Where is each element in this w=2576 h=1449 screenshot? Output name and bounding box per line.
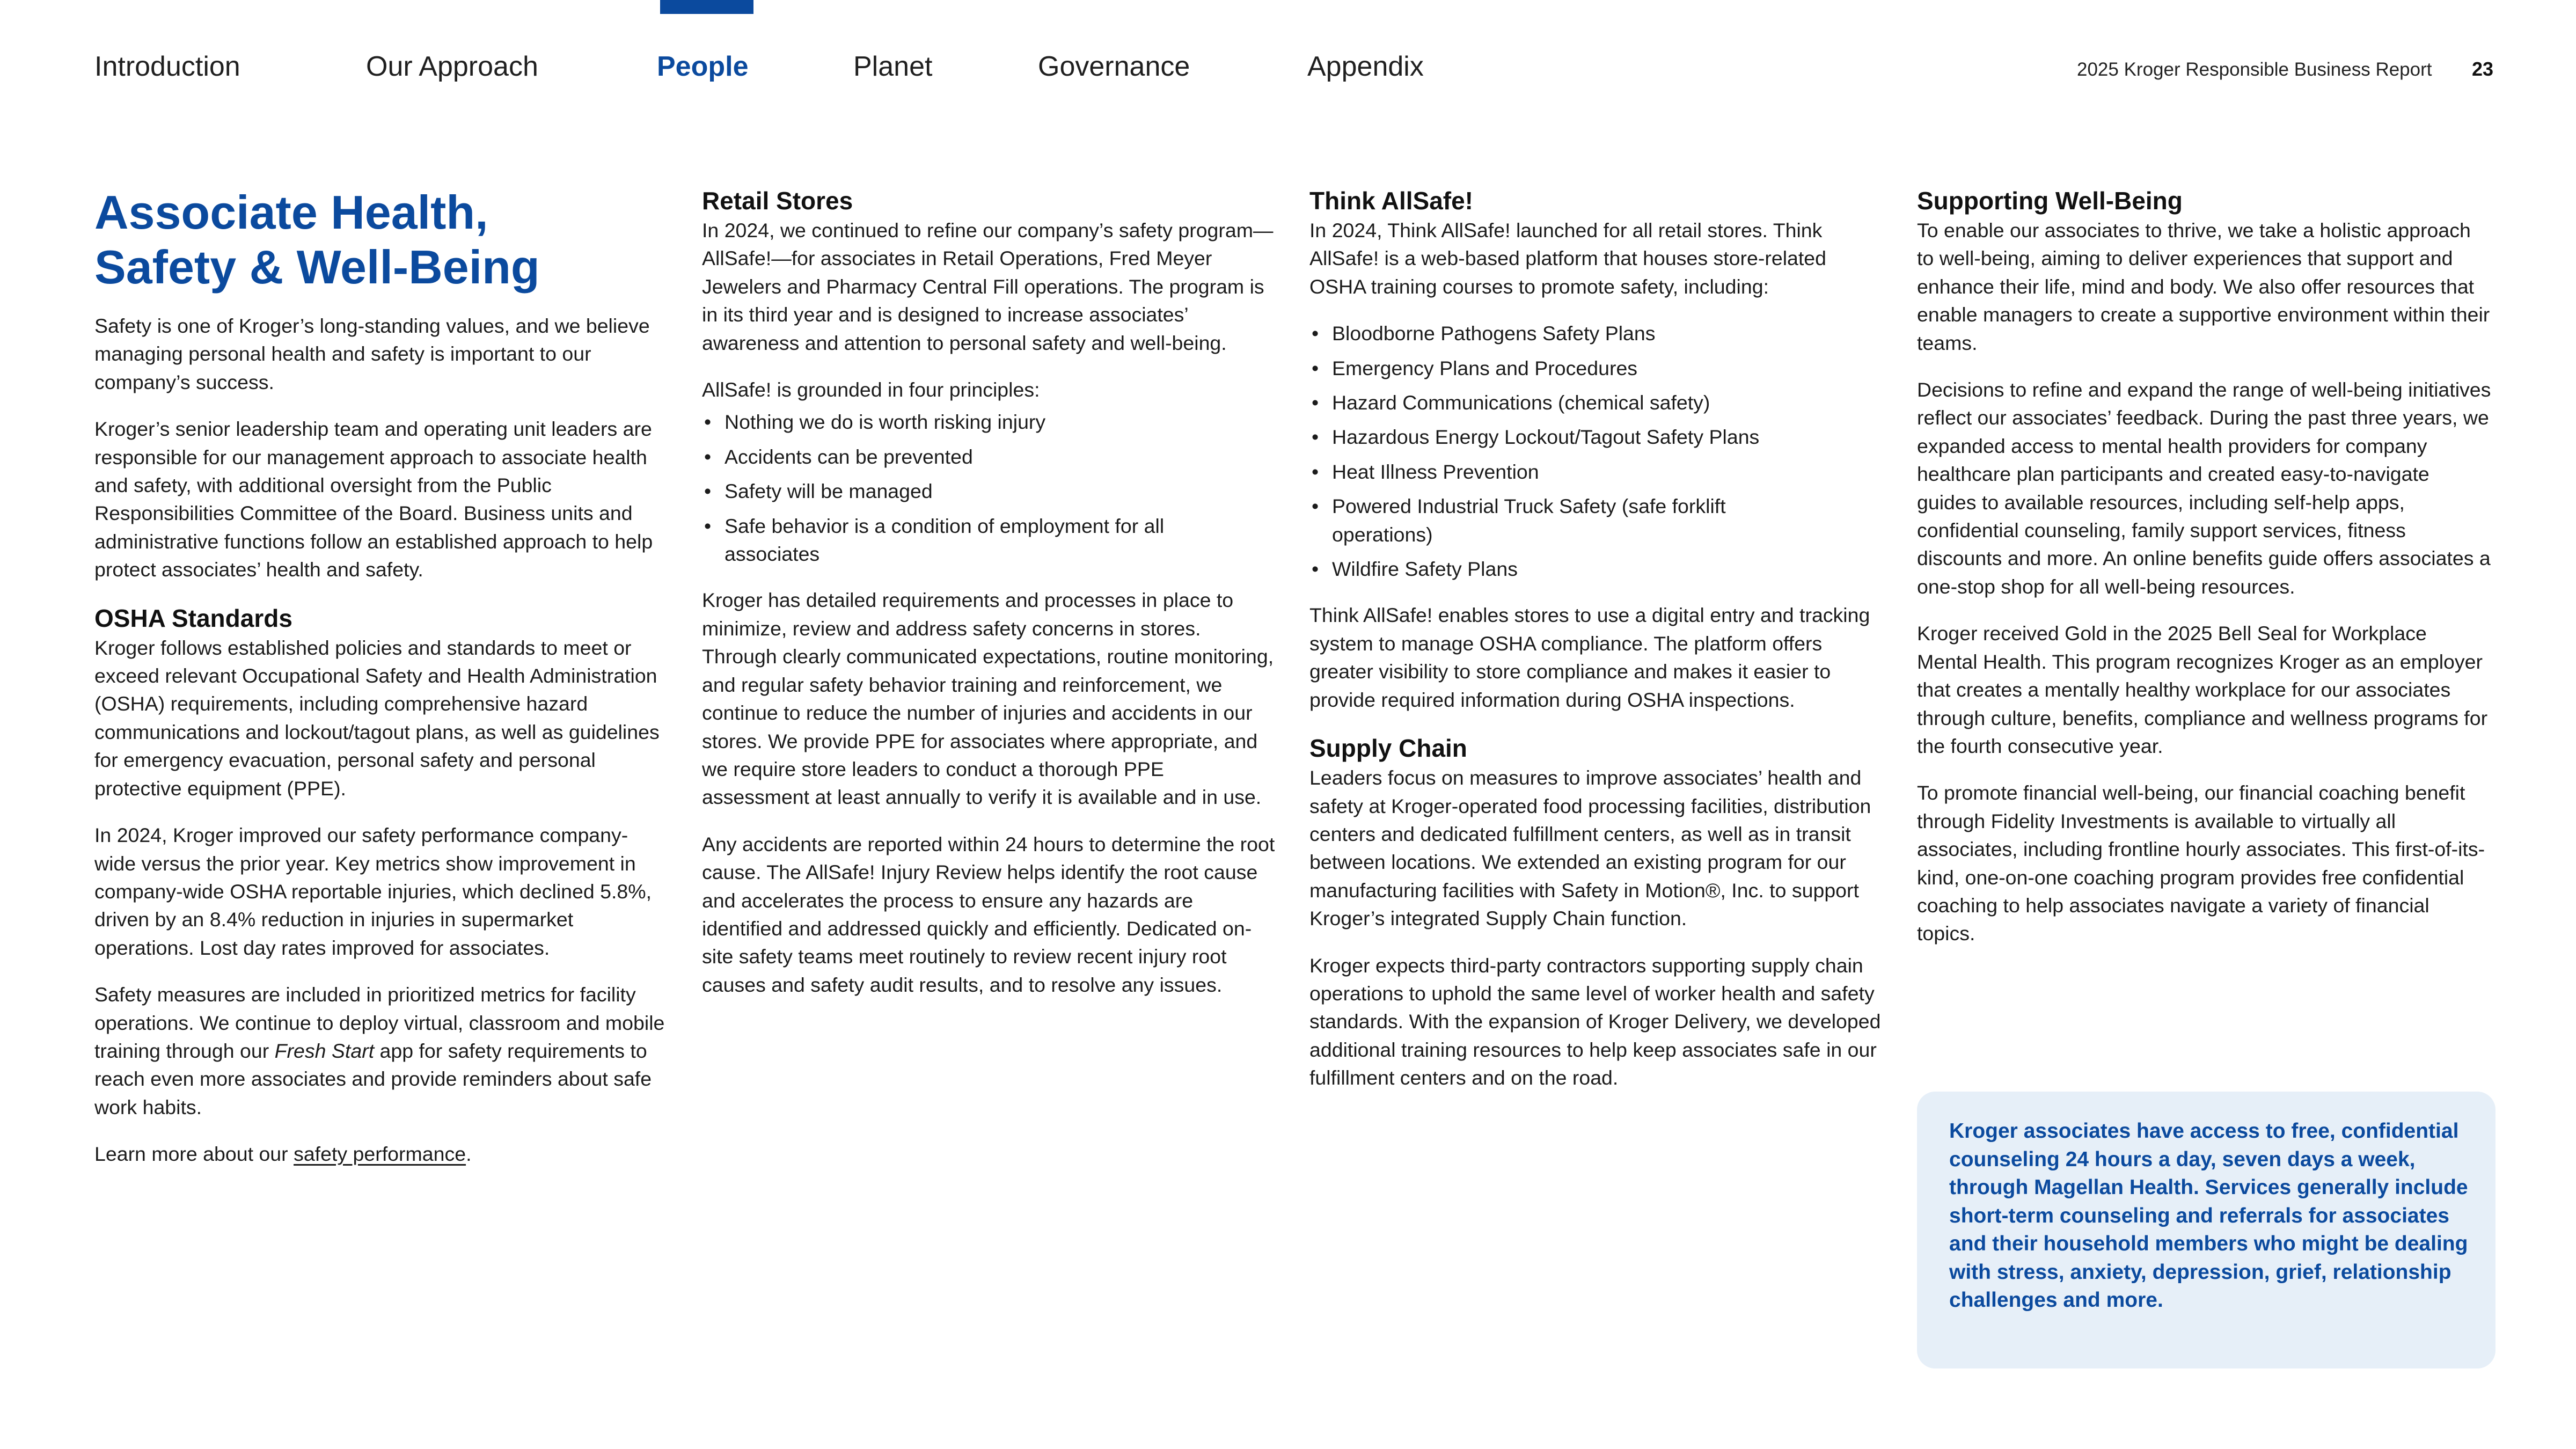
- nav-planet[interactable]: Planet: [853, 51, 933, 82]
- list-item: • Bloodborne Pathogens Safety Plans: [1309, 319, 1884, 347]
- list-item: • Accidents can be prevented: [702, 443, 1276, 471]
- supporting-well-being-heading: Supporting Well-Being: [1917, 187, 2183, 215]
- well-being-paragraph-2: Decisions to refine and expand the range of well-being initiatives reflect our associates’ feedback. During the past three years, we expanded access to mental health providers for company healthcare plan participants and created easy-to-navigate guides to available resources, including self-help apps, confidential counseling, family support services, fitness discounts and more. An online benefits guide offers associates a one-stop shop for all well-being resources.: [1917, 378, 2491, 598]
- supply-chain-heading: Supply Chain: [1309, 734, 1467, 763]
- column-retail-stores: [702, 185, 1276, 1018]
- page-number: 23: [2472, 58, 2494, 80]
- principles-list: [702, 408, 1276, 568]
- nav-appendix[interactable]: Appendix: [1307, 51, 1424, 82]
- active-tab-indicator: [660, 0, 753, 14]
- osha-p3-text-b: app for safety requirements to reach even more associates and provide reminders about safe work habits.: [94, 1039, 652, 1118]
- think-allsafe-paragraph-2: Think AllSafe! enables stores to use a digital entry and tracking system to manage OSHA compliance. The platform offers greater visibility to store compliance and makes it easier to provide required information during OSHA inspections.: [1309, 604, 1870, 711]
- courses-list: [1309, 319, 1884, 583]
- osha-paragraph-3: [94, 980, 669, 1121]
- intro-paragraph: Safety is one of Kroger’s long-standing values, and we believe managing personal health and safety is important to our company’s success.: [94, 314, 650, 393]
- leadership-paragraph: Kroger’s senior leadership team and operating unit leaders are responsible for our management approach to associate health and safety, with additional oversight from the Public Responsibilities Committee of the Board. Business units and administrative functions follow an established approach to help protect associates’ health and safety.: [94, 418, 653, 581]
- list-item: • Emergency Plans and Procedures: [1309, 354, 1884, 382]
- column-associate-health: [94, 185, 669, 1187]
- well-being-paragraph-4: To promote financial well-being, our financial coaching benefit through Fidelity Investments is available to virtually all associates, including frontline hourly associates. This first-of-its-kind, one-on-one coaching program provides free confidential coaching to help associates navigate a variety of financial topics.: [1917, 781, 2485, 945]
- page-title-line-1: Associate Health,: [94, 186, 488, 239]
- think-allsafe-paragraph-1: In 2024, Think AllSafe! launched for all retail stores. Think AllSafe! is a web-based platform that houses store-related OSHA training courses to promote safety, including:: [1309, 219, 1827, 298]
- retail-stores-heading: Retail Stores: [702, 187, 853, 215]
- top-navigation: [0, 0, 2576, 107]
- list-item: • Hazardous Energy Lockout/Tagout Safety Plans: [1309, 423, 1884, 451]
- report-title: 2025 Kroger Responsible Business Report: [2077, 59, 2432, 80]
- supply-chain-paragraph-1: Leaders focus on measures to improve associates’ health and safety at Kroger-operated food processing facilities, distribution centers and dedicated fulfillment centers, as well as in transit between locations. We extended an existing program for our manufacturing facilities with Safety in Motion®, Inc. to support Kroger’s integrated Supply Chain function.: [1309, 766, 1871, 930]
- safety-performance-link[interactable]: safety performance: [294, 1143, 466, 1166]
- osha-paragraph-2: In 2024, Kroger improved our safety performance company-wide versus the prior year. Key metrics show improvement in company-wide OSHA reportable injuries, which declined 5.8%, driven by an 8.4% reduction in injuries in supermarket operations. Lost day rates improved for associates.: [94, 824, 652, 959]
- list-item: • Heat Illness Prevention: [1309, 458, 1884, 486]
- list-item: • Hazard Communications (chemical safety): [1309, 389, 1884, 416]
- counseling-callout-text: Kroger associates have access to free, confidential counseling 24 hours a day, seven days a week, through Magellan Health. Services generally include short-term counseling and referrals for associates and their household members who might be dealing with stress, anxiety, depression, grief, relationship challenges and more.: [1949, 1119, 2468, 1312]
- retail-paragraph-1: In 2024, we continued to refine our company’s safety program—AllSafe!—for associates in Retail Operations, Fred Meyer Jewelers and Pharmacy Central Fill operations. The program is in its third year and is designed to increase associates’ awareness and attention to personal safety and well-being.: [702, 219, 1274, 354]
- column-supporting-well-being: [1917, 185, 2491, 967]
- retail-paragraph-4: Any accidents are reported within 24 hours to determine the root cause. The AllSafe! Injury Review helps identify the root cause and accelerates the process to ensure any hazards are identified and addressed quickly and efficiently. Dedicated on-site safety teams meet routinely to review recent injury root causes and safety audit results, and to resolve any issues.: [702, 832, 1275, 996]
- list-item: • Powered Industrial Truck Safety (safe forklift operations): [1309, 492, 1884, 548]
- fresh-start-app-name: Fresh Start: [274, 1039, 375, 1062]
- learn-more-suffix: .: [466, 1143, 472, 1166]
- list-item: • Wildfire Safety Plans: [1309, 555, 1884, 583]
- retail-paragraph-3: Kroger has detailed requirements and processes in place to minimize, review and address safety concerns in stores. Through clearly communicated expectations, routine monitoring, and regular safety behavior training and reinforcement, we continue to reduce the number of injuries and accidents in our stores. We provide PPE for associates where appropriate, and we require store leaders to conduct a thorough PPE assessment at least annually to verify it is available and in use.: [702, 589, 1274, 809]
- supply-chain-paragraph-2: Kroger expects third-party contractors supporting supply chain operations to uphold the same level of worker health and safety standards. With the expansion of Kroger Delivery, we developed additional training resources to help keep associates safe in our fulfillment centers and on the road.: [1309, 954, 1881, 1089]
- counseling-callout-box: [1917, 1092, 2496, 1368]
- osha-p3-text-a: Safety measures are included in prioritized metrics for facility operations. We continue to deploy virtual, classroom and mobile training through our: [94, 983, 665, 1062]
- think-allsafe-heading: Think AllSafe!: [1309, 187, 1473, 215]
- page-title: [94, 185, 669, 295]
- well-being-paragraph-3: Kroger received Gold in the 2025 Bell Seal for Workplace Mental Health. This program recognizes Kroger as an employer that creates a mentally healthy workplace for our associates through culture, benefits, compliance and wellness programs for the fourth consecutive year.: [1917, 622, 2488, 757]
- list-item: • Nothing we do is worth risking injury: [702, 408, 1276, 436]
- nav-introduction[interactable]: Introduction: [94, 51, 240, 82]
- column-think-allsafe: [1309, 185, 1884, 1111]
- nav-people[interactable]: People: [657, 51, 749, 82]
- nav-our-approach[interactable]: Our Approach: [366, 51, 538, 82]
- list-item: • Safety will be managed: [702, 477, 1276, 505]
- well-being-paragraph-1: To enable our associates to thrive, we take a holistic approach to well-being, aiming to deliver experiences that support and enhance their life, mind and body. We also offer resources that enable managers to create a supportive environment within their teams.: [1917, 219, 2490, 354]
- nav-governance[interactable]: Governance: [1038, 51, 1190, 82]
- principles-intro: AllSafe! is grounded in four principles:: [702, 378, 1040, 401]
- learn-more-paragraph: [94, 1140, 669, 1168]
- page-title-line-2: Safety & Well-Being: [94, 240, 540, 294]
- osha-standards-heading: OSHA Standards: [94, 604, 292, 632]
- learn-more-prefix: Learn more about our: [94, 1143, 294, 1166]
- list-item: • Safe behavior is a condition of employment for all associates: [702, 512, 1276, 568]
- osha-paragraph-1: Kroger follows established policies and standards to meet or exceed relevant Occupational Safety and Health Administration (OSHA) requirements, including comprehensive hazard communications and lockout/tagout plans, as well as guidelines for emergency evacuation, personal safety and personal protective equipment (PPE).: [94, 636, 660, 800]
